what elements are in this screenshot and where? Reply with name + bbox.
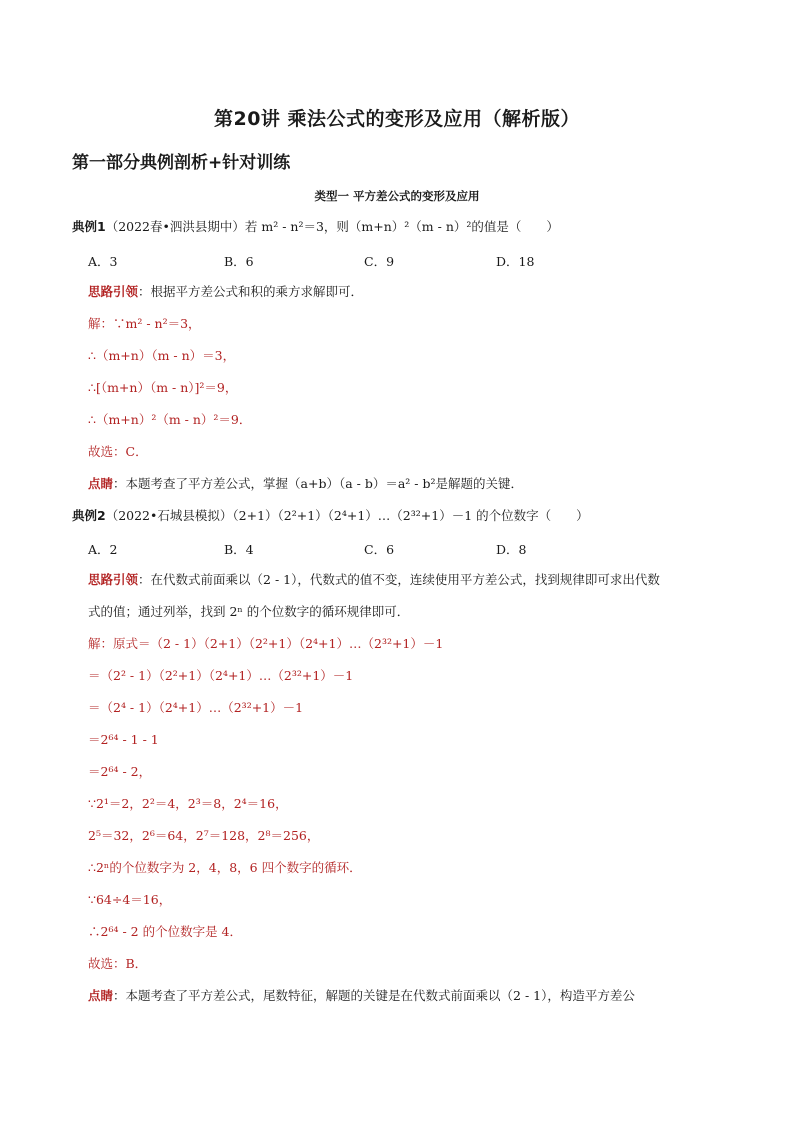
choice-a: A．3 [88,254,118,269]
solution-step: ∴2ⁿ的个位数字为 2，4，8，6 四个数字的循环． [88,860,362,875]
choice-c: C．6 [364,542,395,557]
hint-text: ：在代数式前面乘以（2 - 1），代数式的值不变，连续使用平方差公式，找到规律即可求出代数 [138,572,660,587]
example-1-hint [88,284,363,300]
hint-label: 思路引领 [88,284,139,299]
solution-answer: 故选：B． [88,956,148,971]
solution-step: 解：∵m² - n²＝3， [88,316,201,331]
solution-step: ∵2¹＝2，2²＝4，2³＝8，2⁴＝16， [88,796,288,811]
choice-d: D．8 [496,542,527,557]
solution-step: ∵64÷4＝16， [88,892,172,907]
example-1-label: 典例1 [72,219,106,234]
solution-step: ∴2⁶⁴ - 2 的个位数字是 4． [88,924,242,939]
section-heading: 第一部分典例剖析+针对训练 [72,153,291,173]
choice-b: B．4 [224,542,254,557]
choice-b: B．6 [224,254,254,269]
comment-text: ：本题考查了平方差公式，尾数特征，解题的关键是在代数式前面乘以（2 - 1），构造平方差公 [113,988,635,1003]
comment-label: 点睛 [88,988,114,1003]
solution-step: ∴（m+n）（m - n）＝3， [88,348,236,363]
solution-step: ∴（m+n）²（m - n）²＝9． [88,412,252,427]
solution-answer: 故选：C． [88,444,148,459]
type-heading: 类型一 平方差公式的变形及应用 [314,189,480,203]
comment-label: 点睛 [88,476,114,491]
choice-a: A．2 [88,542,118,557]
example-2-hint [88,572,660,588]
solution-step: 2⁵＝32，2⁶＝64，2⁷＝128，2⁸＝256， [88,828,320,843]
example-2-stem [72,508,589,524]
example-2-comment [88,988,635,1004]
hint-label: 思路引领 [88,572,139,587]
example-2-label: 典例2 [72,508,106,523]
solution-step: ＝（2² - 1）（2²+1）（2⁴+1）…（2³²+1）－1 [88,668,354,683]
page-title: 第20讲 乘法公式的变形及应用（解析版） [213,108,581,130]
hint-text-continued: 式的值；通过列举，找到 2ⁿ 的个位数字的循环规律即可． [88,604,410,619]
choice-c: C．9 [364,254,395,269]
example-1-stem [72,219,559,235]
hint-text: ：根据平方差公式和积的乘方求解即可． [138,284,364,299]
solution-step: 解：原式＝（2 - 1）（2+1）（2²+1）（2⁴+1）…（2³²+1）－1 [88,636,444,651]
solution-step: ＝2⁶⁴ - 2， [88,764,152,779]
solution-step: ＝2⁶⁴ - 1 - 1 [88,732,159,747]
solution-step: ＝（2⁴ - 1）（2⁴+1）…（2³²+1）－1 [88,700,304,715]
choice-d: D．18 [496,254,535,269]
solution-step: ∴[（m+n）（m - n）]²＝9， [88,380,238,395]
example-1-question: （2022春•泗洪县期中）若 m² - n²＝3，则（m+n）²（m - n）²的值是（ ） [105,219,559,234]
example-1-comment [88,476,523,492]
comment-text: ：本题考查了平方差公式，掌握（a+b）（a - b）＝a² - b²是解题的关键． [113,476,523,491]
example-2-question: （2022•石城县模拟）（2+1）（2²+1）（2⁴+1）…（2³²+1）－1 的个位数字（ ） [105,508,589,523]
